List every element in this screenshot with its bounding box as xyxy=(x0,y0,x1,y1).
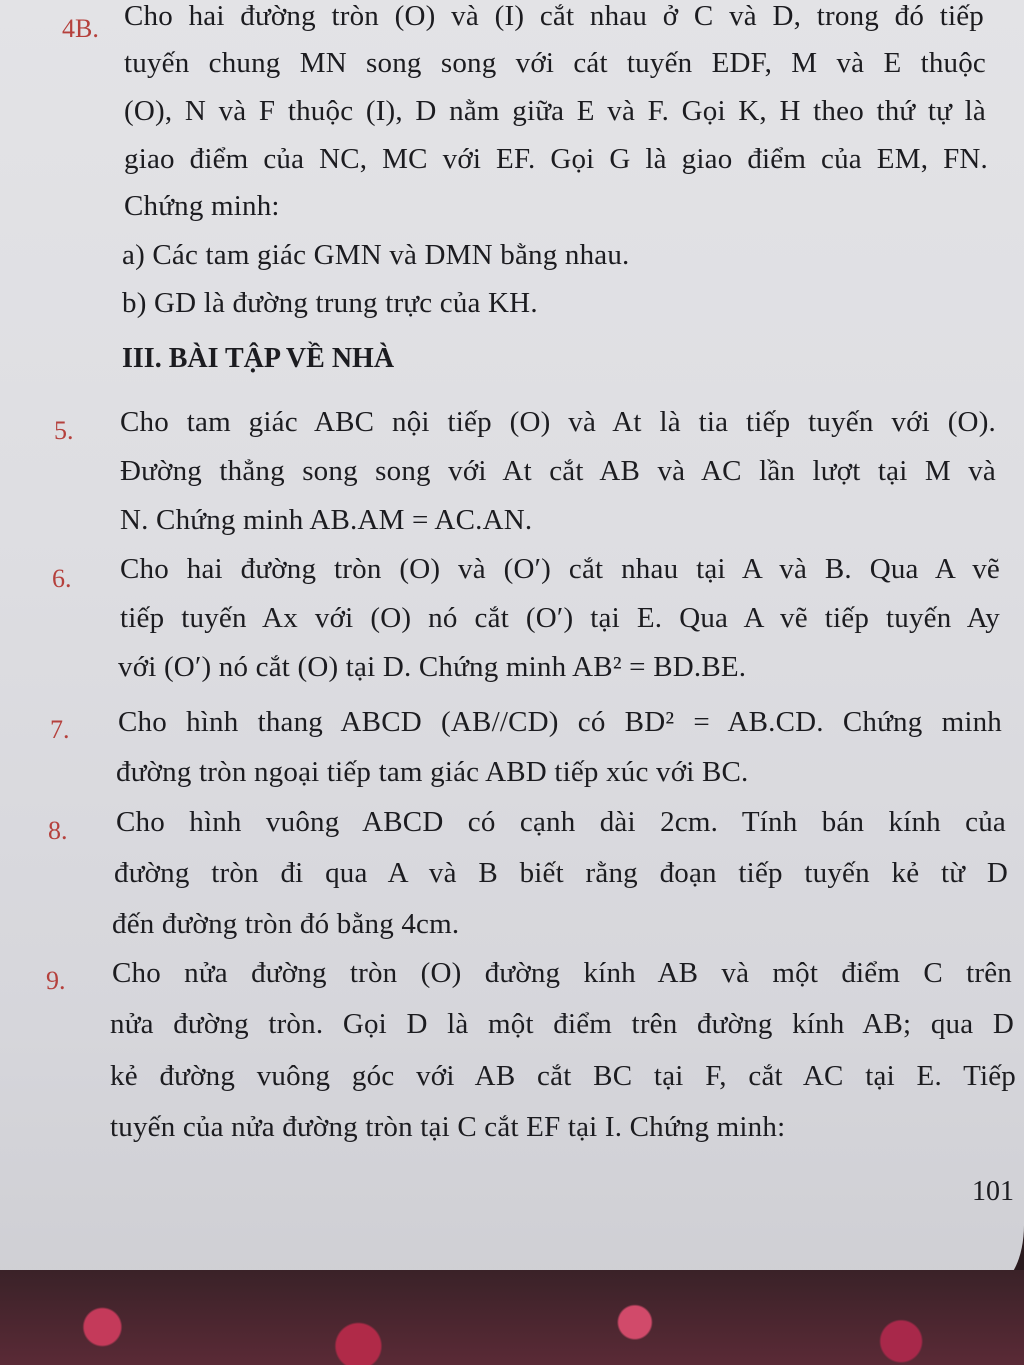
problem-7-line-2: đường tròn ngoại tiếp tam giác ABD tiếp xúc với BC. xyxy=(116,756,749,788)
problem-5-line-2: Đường thẳng song song với At cắt AB và AC lần lượt tại M và xyxy=(120,455,996,487)
problem-5-line-3: N. Chứng minh AB.AM = AC.AN. xyxy=(120,504,533,536)
problem-number-5: 5. xyxy=(54,416,74,445)
problem-number-6: 6. xyxy=(52,564,72,593)
problem-4b-line-3: (O), N và F thuộc (I), D nằm giữa E và F. Gọi K, H theo thứ tự là xyxy=(124,95,986,127)
problem-9-line-4: tuyến của nửa đường tròn tại C cắt EF tại I. Chứng minh: xyxy=(110,1111,786,1143)
problem-4b-line-2: tuyến chung MN song song với cát tuyến EDF, M và E thuộc xyxy=(124,47,986,79)
problem-4b-line-4: giao điểm của NC, MC với EF. Gọi G là giao điểm của EM, FN. xyxy=(124,143,988,175)
problem-9-line-3: kẻ đường vuông góc với AB cắt BC tại F, cắt AC tại E. Tiếp xyxy=(110,1060,1016,1092)
problem-number-4b: 4B. xyxy=(62,14,99,43)
problem-4b-part-a: a) Các tam giác GMN và DMN bằng nhau. xyxy=(122,239,630,271)
problem-4b-part-b: b) GD là đường trung trực của KH. xyxy=(122,287,538,319)
problem-8-line-2: đường tròn đi qua A và B biết rằng đoạn tiếp tuyến kẻ từ D xyxy=(114,857,1008,889)
problem-6-line-1: Cho hai đường tròn (O) và (O′) cắt nhau tại A và B. Qua A vẽ xyxy=(120,553,1000,585)
problem-4b-line-5: Chứng minh: xyxy=(124,190,280,222)
problem-number-9: 9. xyxy=(46,966,66,995)
problem-7-line-1: Cho hình thang ABCD (AB//CD) có BD² = AB.CD. Chứng minh xyxy=(118,706,1002,738)
problem-9-line-1: Cho nửa đường tròn (O) đường kính AB và một điểm C trên xyxy=(112,957,1012,989)
section-heading: III. BÀI TẬP VỀ NHÀ xyxy=(122,343,395,374)
problem-number-8: 8. xyxy=(48,816,68,845)
problem-5-line-1: Cho tam giác ABC nội tiếp (O) và At là tia tiếp tuyến với (O). xyxy=(120,406,996,438)
problem-number-7: 7. xyxy=(50,715,70,744)
page-number: 101 xyxy=(972,1176,1014,1207)
problem-8-line-1: Cho hình vuông ABCD có cạnh dài 2cm. Tính bán kính của xyxy=(116,806,1006,838)
problem-6-line-3: với (O′) nó cắt (O) tại D. Chứng minh AB² = BD.BE. xyxy=(118,651,747,683)
problem-9-line-2: nửa đường tròn. Gọi D là một điểm trên đường kính AB; qua D xyxy=(110,1008,1014,1040)
problem-6-line-2: tiếp tuyến Ax với (O) nó cắt (O′) tại E. Qua A vẽ tiếp tuyến Ay xyxy=(120,602,1000,634)
background-fabric xyxy=(0,1270,1024,1365)
problem-8-line-3: đến đường tròn đó bằng 4cm. xyxy=(112,908,460,940)
problem-4b-line-1: Cho hai đường tròn (O) và (I) cắt nhau ở C và D, trong đó tiếp xyxy=(124,0,984,32)
